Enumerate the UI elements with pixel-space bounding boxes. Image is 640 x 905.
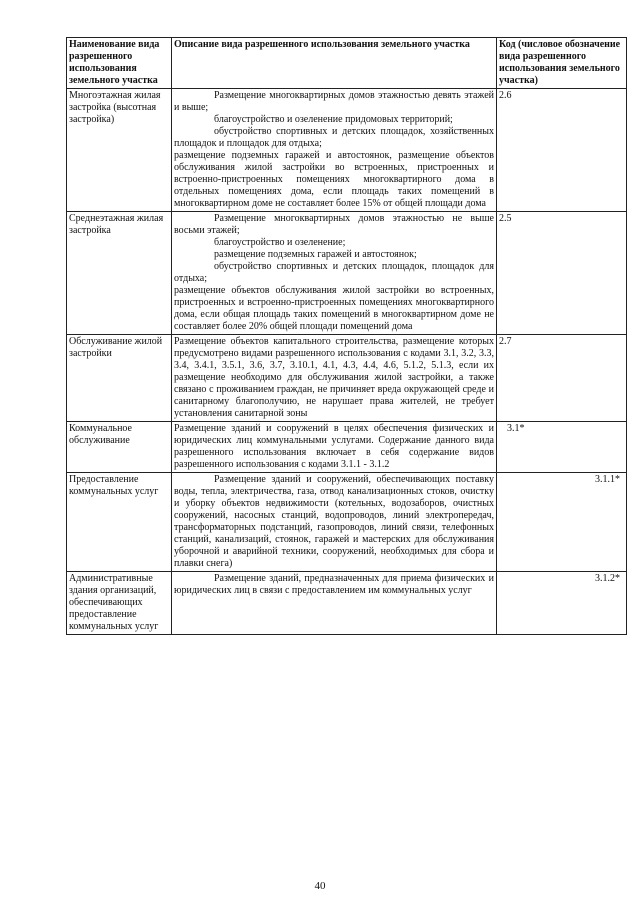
row-name: Административные здания организаций, обеспечивающих предоставление коммунальных услуг [67,572,172,635]
description-paragraph: размещение подземных гаражей и автостоянок; [214,249,417,260]
description-paragraph: Размещение зданий и сооружений в целях обеспечения физических и юридических лиц коммунальными услугами. Содержание данного вида разрешенного использования включает в себя содержание видов разрешенного использования с кодами 3.1.1 - 3.1.2 [174,423,494,470]
description-paragraph: Размещение зданий и сооружений, обеспечивающих поставку воды, тепла, электричества, газа, отвод канализационных стоков, очистку и уборку объектов недвижимости (котельных, водозаборов, очистных сооружений, насосных станций, водопроводов, линий электропередач, трансформаторных подстанций, газопроводов, линий связи, телефонных станций, канализаций, стоянок, гаражей и мастерских для обслуживания уборочной и аварийной техники, сооружений, необходимых для сбора и плавки снега) [174,474,494,569]
land-use-table [66,37,627,635]
description-paragraph: Размещение многоквартирных домов этажностью девять этажей и выше; [174,90,494,113]
description-paragraph: Размещение многоквартирных домов этажностью не выше восьми этажей; [174,213,494,236]
row-description [172,473,497,572]
table-row [67,89,627,212]
header-code: Код (числовое обозначение вида разрешенного использования земельного участка) [497,38,627,89]
description-paragraph: размещение подземных гаражей и автостоянок, размещение объектов обслуживания жилой застройки во встроенных, пристроенных и встроенно-пристроенных помещениях многоквартирного дома в отдельных помещениях дома, если площадь таких помещений в многоквартирном доме не составляет более 15% от общей площади дома [174,150,494,209]
row-description [172,89,497,212]
header-row [67,38,627,89]
row-description [172,422,497,473]
table-row [67,473,627,572]
description-paragraph: благоустройство и озеленение; [214,237,346,248]
row-name: Предоставление коммунальных услуг [67,473,172,572]
table-row [67,212,627,335]
row-description [172,335,497,422]
row-name: Многоэтажная жилая застройка (высотная застройка) [67,89,172,212]
description-paragraph: обустройство спортивных и детских площадок, площадок для отдыха; [174,261,494,284]
row-code: 3.1* [497,422,627,473]
row-name: Обслуживание жилой застройки [67,335,172,422]
row-description [172,212,497,335]
row-code: 3.1.1* [497,473,627,572]
table-row [67,572,627,635]
description-paragraph: Размещение зданий, предназначенных для приема физических и юридических лиц в связи с предоставлением им коммунальных услуг [174,573,494,596]
description-paragraph: благоустройство и озеленение придомовых территорий; [214,114,453,125]
description-paragraph: Размещение объектов капитального строительства, размещение которых предусмотрено видами разрешенного использования с кодами 3.1, 3.2, 3.3, 3.4, 3.4.1, 3.5.1, 3.6, 3.7, 3.10.1, 4.1, 4.3, 4.4, 4.6, 5.1.2, 5.1.3, если их размещение необходимо для обслуживания жилой застройки, а также связано с проживанием граждан, не причиняет вреда окружающей среде и санитарному благополучию, не нарушает права жителей, не требует установления санитарной зоны [174,336,494,419]
header-name: Наименование вида разрешенного использования земельного участка [67,38,172,89]
description-paragraph: размещение объектов обслуживания жилой застройки во встроенных, пристроенных и встроенно-пристроенных помещениях многоквартирного дома, если общая площадь таких помещений в многоквартирном доме не составляет более 20% общей площади помещений дома [174,285,494,332]
row-name: Коммунальное обслуживание [67,422,172,473]
row-code: 3.1.2* [497,572,627,635]
row-code: 2.7 [497,335,627,422]
table-row [67,335,627,422]
row-name: Среднеэтажная жилая застройка [67,212,172,335]
row-code: 2.6 [497,89,627,212]
row-description [172,572,497,635]
header-description: Описание вида разрешенного использования земельного участка [172,38,497,89]
row-code: 2.5 [497,212,627,335]
description-paragraph: обустройство спортивных и детских площадок, хозяйственных площадок и площадок для отдыха; [174,126,494,149]
page-number: 40 [314,880,326,892]
table-row [67,422,627,473]
